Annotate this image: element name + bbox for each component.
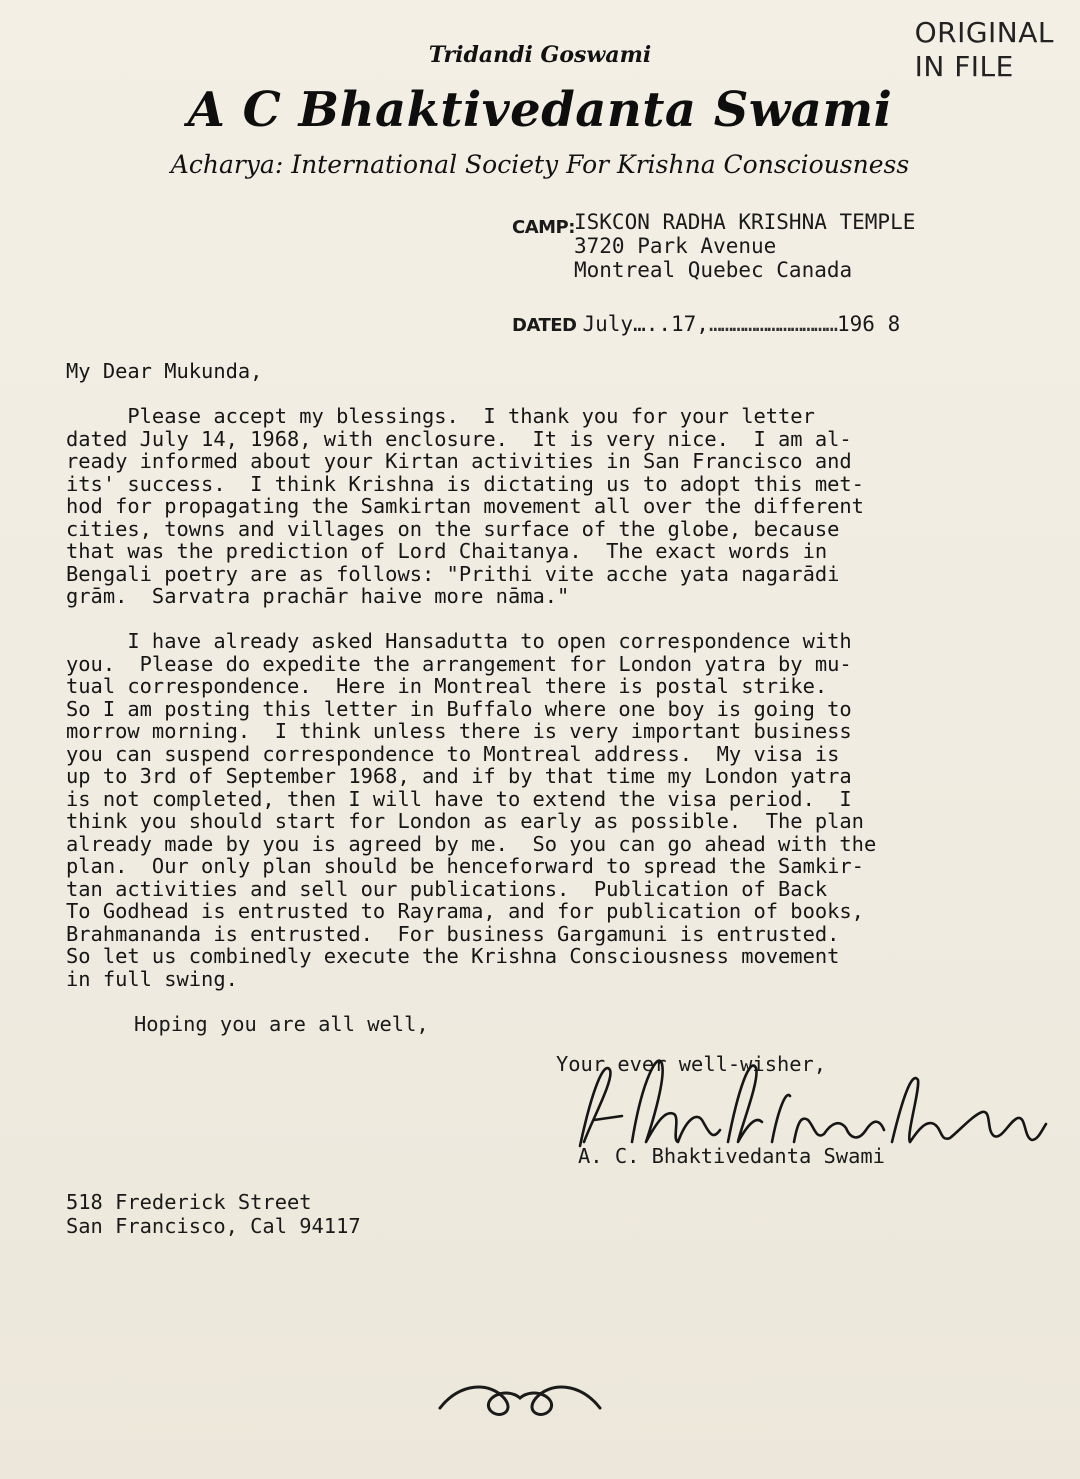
body-line: that was the prediction of Lord Chaitanya. The exact words in — [66, 539, 828, 563]
recipient-line: 518 Frederick Street — [66, 1190, 312, 1214]
body-line: hod for propagating the Samkirtan movement all over the different — [66, 494, 864, 518]
letterhead-name: A C Bhaktivedanta Swami — [187, 82, 893, 138]
body-line: Please accept my blessings. I thank you for your letter — [66, 404, 815, 428]
body-line: in full swing. — [66, 966, 238, 991]
paragraph-1 — [66, 405, 986, 608]
body-line: grām. Sarvatra prachār haive more nāma." — [66, 584, 570, 608]
body-line: its' success. I think Krishna is dictating us to adopt this met- — [66, 471, 864, 496]
body-line: tual correspondence. Here in Montreal there is postal strike. — [66, 674, 828, 698]
camp-line: 3720 Park Avenue — [574, 234, 777, 258]
dated-month-day: July…..17, — [582, 312, 709, 336]
body-line: think you should start for London as early as possible. The plan — [66, 809, 864, 833]
body-line: cities, towns and villages on the surface of the globe, because — [66, 516, 840, 541]
body-line: up to 3rd of September 1968, and if by that time my London yatra — [66, 764, 852, 788]
dated-year: 196 8 — [837, 312, 901, 336]
body-line: I have already asked Hansadutta to open correspondence with — [66, 629, 852, 653]
signature-name: A. C. Bhaktivedanta Swami — [578, 1144, 885, 1168]
camp-line: ISKCON RADHA KRISHNA TEMPLE — [574, 210, 916, 234]
body-line: plan. Our only plan should be henceforward to spread the Samkir- — [66, 854, 864, 878]
closing-line: Your ever well-wisher, — [556, 1052, 827, 1076]
decorative-flourish-icon — [420, 1368, 620, 1428]
body-line: Brahmananda is entrusted. For business Gargamuni is entrusted. — [66, 921, 840, 946]
hoping-line: Hoping you are all well, — [134, 1012, 429, 1036]
body-line: you. Please do expedite the arrangement for London yatra by mu- — [66, 651, 852, 676]
recipient-line: San Francisco, Cal 94117 — [66, 1214, 361, 1238]
body-line: you can suspend correspondence to Montreal address. My visa is — [66, 741, 840, 766]
body-line: Bengali poetry are as follows: "Prithi vite acche yata nagarādi — [66, 561, 840, 586]
body-line: ready informed about your Kirtan activities in San Francisco and — [66, 449, 852, 473]
body-line: morrow morning. I think unless there is very important business — [66, 719, 852, 743]
body-line: To Godhead is entrusted to Rayrama, and for publication of books, — [66, 899, 864, 923]
stamp-line-1: ORIGINAL — [914, 16, 1054, 49]
letter-body — [66, 360, 986, 990]
camp-label: CAMP: — [512, 217, 575, 238]
stamp-line-2: IN FILE — [914, 50, 1014, 83]
camp-line: Montreal Quebec Canada — [574, 258, 853, 282]
body-line: So let us combinedly execute the Krishna Consciousness movement — [66, 944, 840, 968]
dated-label: DATED — [512, 315, 577, 336]
body-line: tan activities and sell our publications. Publication of Back — [66, 876, 828, 901]
paragraph-2 — [66, 630, 986, 990]
letterhead-subtitle: Acharya: International Society For Krishna Consciousness — [170, 150, 910, 179]
letterhead-title-small: Tridandi Goswami — [428, 42, 652, 68]
recipient-address — [66, 1190, 361, 1238]
dated-dots: …………………………… — [708, 312, 838, 336]
camp-address — [574, 210, 915, 282]
salutation: My Dear Mukunda, — [66, 359, 263, 383]
dated-line — [512, 312, 900, 336]
body-line: is not completed, then I will have to extend the visa period. I — [66, 786, 852, 811]
body-line: So I am posting this letter in Buffalo where one boy is going to — [66, 696, 852, 721]
body-line: already made by you is agreed by me. So you can go ahead with the — [66, 831, 877, 856]
body-line: dated July 14, 1968, with enclosure. It is very nice. I am al- — [66, 426, 852, 451]
